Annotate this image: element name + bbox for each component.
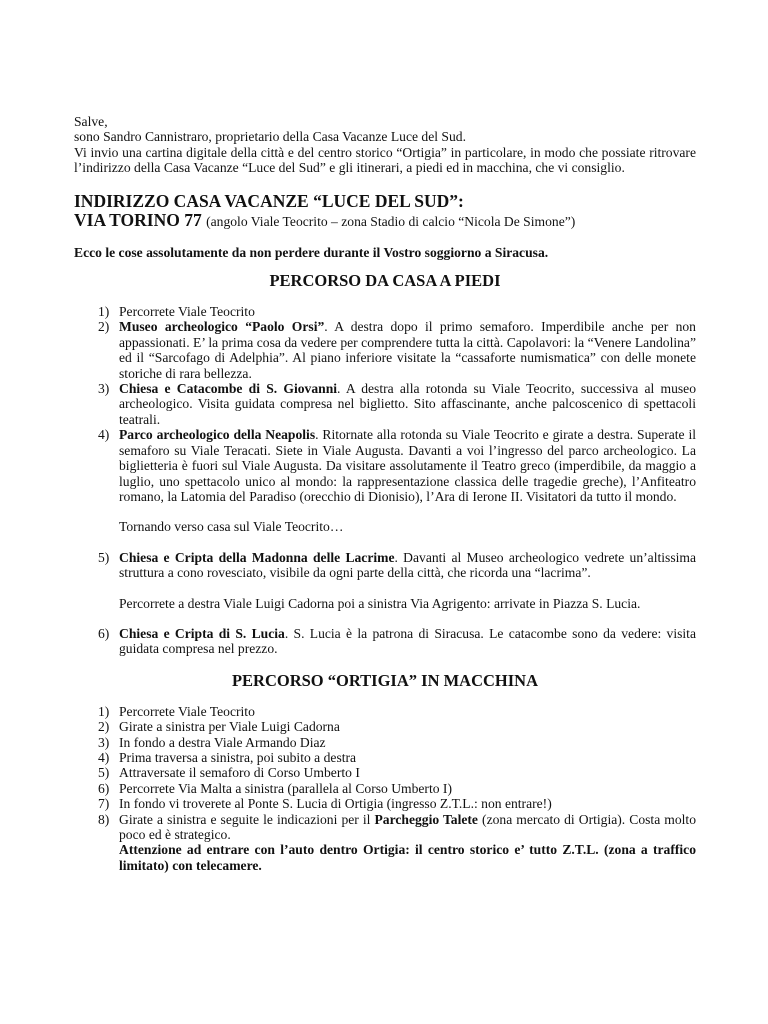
must-see-line: Ecco le cose assolutamente da non perdere durante il Vostro soggiorno a Siracusa. [74, 244, 549, 260]
greeting: Salve, [74, 114, 108, 129]
returning-note: Tornando verso casa sul Viale Teocrito… [119, 519, 344, 535]
list-item: 5) Attraversate il semaforo di Corso Umberto I [98, 765, 360, 781]
list-item: 1) Percorrete Viale Teocrito [98, 304, 255, 320]
list-item: 2) Museo archeologico “Paolo Orsi”. A destra dopo il primo semaforo. Imperdibile anche per non appassionati. E’ la prima cosa da vedere per comprendere tutta la città. Capolavori: la “Venere Landolina” ed il “Sarcofago di Adelphia”. Al piano inferiore visitate la “cassaforte numismatica” con delle monete storiche di rara bellezza. [98, 319, 696, 381]
intro-line: sono Sandro Cannistraro, proprietario della Casa Vacanze Luce del Sud. [74, 129, 466, 145]
drive-list [74, 704, 696, 873]
list-item: 3) In fondo a destra Viale Armando Diaz [98, 734, 326, 750]
address-note: (angolo Viale Teocrito – zona Stadio di calcio “Nicola De Simone”) [206, 213, 576, 229]
list-item: 6) Chiesa e Cripta di S. Lucia. S. Lucia è la patrona di Siracusa. Le catacombe sono da vedere: visita guidata compresa nel prezzo. [98, 625, 696, 657]
walk-list-continued [74, 550, 696, 581]
address-street: VIA TORINO 77 [74, 209, 202, 230]
drive-section-title: PERCORSO “ORTIGIA” IN MACCHINA [231, 670, 539, 690]
walk-list [74, 304, 696, 504]
list-item: 2) Girate a sinistra per Viale Luigi Cadorna [98, 719, 340, 735]
list-item: 6) Percorrete Via Malta a sinistra (parallela al Corso Umberto I) [98, 780, 452, 796]
list-item: 4) Prima traversa a sinistra, poi subito a destra [98, 749, 357, 765]
document-page [74, 114, 696, 873]
list-item: 4) Parco archeologico della Neapolis. Ritornate alla rotonda su Viale Teocrito e girate a destra. Superate il semaforo su Viale Teracati. Siete in Viale Augusta. Davanti a voi l’ingresso del parco archeologico. La biglietteria è fuori sul Viale Augusta. Da visitare assolutamente il Teatro greco (imperdibile, da maggio a luglio, uno spettacolo unico al mondo: la rappresentazione classica delle tragedie greche), l’Anfiteatro romano, la Latomia del Paradiso (orecchio di Dionisio), l’Ara di Ierone II. Visitatori da tutto il mondo. [98, 427, 697, 504]
walk-section-title: PERCORSO DA CASA A PIEDI [269, 271, 501, 291]
directions-note: Percorrete a destra Viale Luigi Cadorna poi a sinistra Via Agrigento: arrivate in Piazza S. Lucia. [119, 595, 641, 611]
list-item: 3) Chiesa e Catacombe di S. Giovanni. A destra alla rotonda su Viale Teocrito, successiva al museo archeologico. Visita guidata compresa nel biglietto. Sito affascinante, anche palcoscenico di spettacoli teatrali. [98, 381, 696, 427]
ztl-warning: Attenzione ad entrare con l’auto dentro Ortigia: il centro storico e’ tutto Z.T.L. (zona a traffico limitato) con telecamere. [119, 842, 696, 873]
intro-paragraph: Vi invio una cartina digitale della città e del centro storico “Ortigia” in particolare, in modo che possiate ritrovare l’indirizzo della Casa Vacanze “Luce del Sud” e gli itinerari, a piedi ed in macchina, che vi consiglio. [74, 144, 696, 176]
address-line [74, 211, 696, 231]
list-item: 1) Percorrete Viale Teocrito [98, 703, 255, 719]
address-heading: INDIRIZZO CASA VACANZE “LUCE DEL SUD”: [74, 190, 464, 211]
list-item: 5) Chiesa e Cripta della Madonna delle Lacrime. Davanti al Museo archeologico vedrete un’altissima struttura a cono rovesciato, visibile da ogni parte della città, che ricorda una “lacrima”. [98, 549, 696, 581]
list-item: 7) In fondo vi troverete al Ponte S. Lucia di Ortigia (ingresso Z.T.L.: non entrare!) [98, 796, 552, 812]
walk-list-final [74, 626, 696, 657]
list-item: 8) Girate a sinistra e seguite le indicazioni per il Parcheggio Talete (zona mercato di Ortigia). Costa molto poco ed è strategico. Attenzione ad entrare con l’auto dentro Ortigia: il centro storico e’ tutto Z.T.L. (zona a traffico limitato) con telecamere. [98, 811, 697, 873]
